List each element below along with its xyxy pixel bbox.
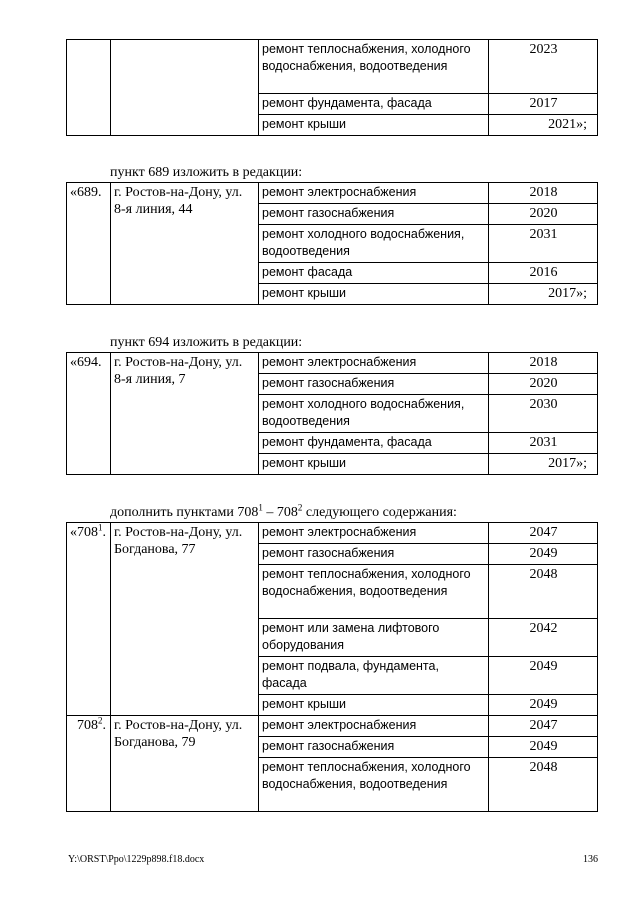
footer-page-number: 136: [583, 854, 598, 865]
cell-work: ремонт теплоснабжения, холодного водоснабжения, водоотведения: [259, 758, 489, 812]
item-number: «708: [70, 525, 98, 540]
cell-work: ремонт крыши: [259, 284, 489, 305]
superscript: 1: [98, 522, 103, 533]
cell-address: г. Ростов-на-Дону, ул. Богданова, 79: [111, 716, 259, 812]
cell-work: ремонт крыши: [259, 115, 489, 136]
cell-work: ремонт электроснабжения: [259, 183, 489, 204]
cell-year: 2031: [489, 225, 598, 263]
cell-year: 2049: [489, 737, 598, 758]
cell-year: 2018: [489, 183, 598, 204]
cell-work: ремонт электроснабжения: [259, 716, 489, 737]
cell-year: 2020: [489, 374, 598, 395]
table-item-689: [66, 182, 598, 305]
cell-year: 2047: [489, 523, 598, 544]
superscript: 1: [258, 502, 263, 513]
paragraph-item-694: пункт 694 изложить в редакции:: [110, 335, 303, 350]
cell-year: 2017»;: [489, 284, 598, 305]
cell-work: ремонт подвала, фундамента, фасада: [259, 657, 489, 695]
cell-work: ремонт фундамента, фасада: [259, 94, 489, 115]
cell-year: 2049: [489, 695, 598, 716]
cell-year: 2049: [489, 544, 598, 565]
cell-year: 2017»;: [489, 454, 598, 475]
paragraph-text: следующего содержания:: [302, 505, 457, 520]
cell-work: ремонт или замена лифтового оборудования: [259, 619, 489, 657]
cell-year: 2016: [489, 263, 598, 284]
cell-year: 2018: [489, 353, 598, 374]
cell-number: [67, 523, 111, 716]
cell-number: «689.: [67, 183, 111, 305]
cell-work: ремонт крыши: [259, 454, 489, 475]
cell-year: 2049: [489, 657, 598, 695]
table-item-694: [66, 352, 598, 475]
table-row: [67, 716, 598, 737]
cell-work: ремонт газоснабжения: [259, 544, 489, 565]
cell-year: 2023: [489, 40, 598, 94]
cell-year: 2017: [489, 94, 598, 115]
cell-address: [111, 40, 259, 136]
paragraph-text: – 708: [262, 505, 298, 520]
superscript: 2: [98, 715, 103, 726]
item-number-tail: .: [102, 525, 106, 540]
cell-work: ремонт фасада: [259, 263, 489, 284]
cell-year: 2021»;: [489, 115, 598, 136]
cell-work: ремонт теплоснабжения, холодного водоснабжения, водоотведения: [259, 40, 489, 94]
cell-work: ремонт газоснабжения: [259, 204, 489, 225]
cell-work: ремонт теплоснабжения, холодного водоснабжения, водоотведения: [259, 565, 489, 619]
cell-work: ремонт холодного водоснабжения, водоотведения: [259, 225, 489, 263]
cell-number: «694.: [67, 353, 111, 475]
cell-number: [67, 40, 111, 136]
item-number: 708: [77, 718, 98, 733]
cell-year: 2031: [489, 433, 598, 454]
cell-work: ремонт электроснабжения: [259, 523, 489, 544]
cell-year: 2047: [489, 716, 598, 737]
cell-year: 2048: [489, 565, 598, 619]
cell-work: ремонт холодного водоснабжения, водоотведения: [259, 395, 489, 433]
cell-address: г. Ростов-на-Дону, ул. 8-я линия, 44: [111, 183, 259, 305]
table-row: [67, 40, 598, 94]
table-row: [67, 523, 598, 544]
table-row: [67, 353, 598, 374]
cell-work: ремонт газоснабжения: [259, 737, 489, 758]
item-number-tail: .: [102, 718, 106, 733]
superscript: 2: [297, 502, 303, 513]
table-items-708: [66, 522, 598, 812]
paragraph-text: дополнить пунктами 708: [110, 505, 259, 520]
cell-year: 2030: [489, 395, 598, 433]
cell-work: ремонт фундамента, фасада: [259, 433, 489, 454]
cell-number: [67, 716, 111, 812]
paragraph-item-689: пункт 689 изложить в редакции:: [110, 165, 303, 180]
footer-file-path: Y:\ORST\Ppo\1229p898.f18.docx: [68, 854, 205, 865]
cell-address: г. Ростов-на-Дону, ул. 8-я линия, 7: [111, 353, 259, 475]
table-row: [67, 183, 598, 204]
cell-work: ремонт крыши: [259, 695, 489, 716]
paragraph-items-708: [110, 504, 457, 521]
cell-work: ремонт электроснабжения: [259, 353, 489, 374]
cell-year: 2048: [489, 758, 598, 812]
cell-address: г. Ростов-на-Дону, ул. Богданова, 77: [111, 523, 259, 716]
cell-year: 2042: [489, 619, 598, 657]
cell-work: ремонт газоснабжения: [259, 374, 489, 395]
table-continuation: [66, 39, 598, 136]
cell-year: 2020: [489, 204, 598, 225]
